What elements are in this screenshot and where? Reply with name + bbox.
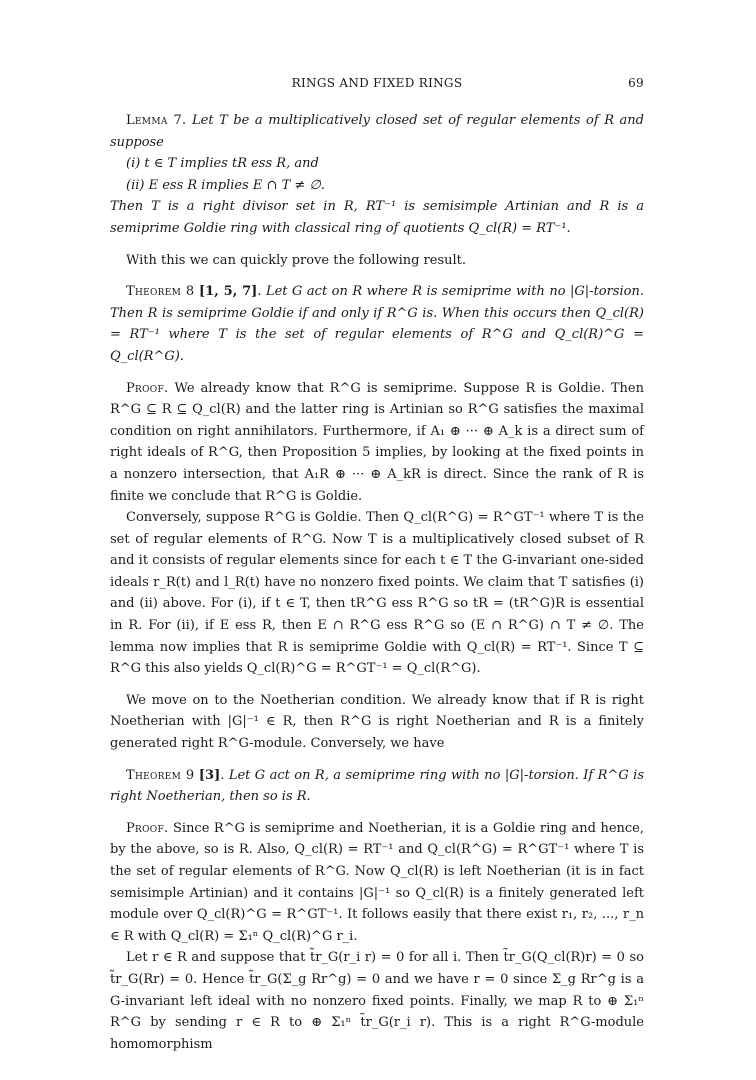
- proof-9-para-1: Since R^G is semiprime and Noetherian, it is a Goldie ring and hence, by the above, so is R. Also, Q_cl(R) = RT⁻¹ and Q_cl(R^G) = R^GT⁻¹ where T is the set of regular elements of R^G. Now Q_cl(R) is left Noetherian (it is in fact semisimple Artinian) and it contains |G|⁻¹ so Q_cl(R) is a finitely generated left module over Q_cl(R)^G = R^GT⁻¹. It follows easily that there exist r₁, r₂, ..., r_n ∈ R with Q_cl(R) = Σ₁ⁿ Q_cl(R)^G r_i.: [110, 820, 644, 944]
- lemma-7: [110, 110, 644, 240]
- body-text: [110, 110, 644, 1055]
- theorem-9-statement: Let G act on R, a semiprime ring with no |G|-torsion. If R^G is right Noetherian, then so is R.: [110, 767, 645, 805]
- proof-8: [110, 378, 644, 680]
- proof-9: [110, 818, 644, 1056]
- theorem-8-refs: [1, 5, 7]: [199, 284, 258, 300]
- proof-9-para-2: Let r ∈ R and suppose that t̃r_G(r_i r) = 0 for all i. Then t̃r_G(Q_cl(R)r) = 0 so t̃r_G(Rr) = 0. Hence t̃r_G(Σ_g Rr^g) = 0 and we have r = 0 since Σ_g Rr^g is a G-invariant left ideal with no nonzero fixed points. Finally, we map R to ⊕ Σ₁ⁿ R^G by sending r ∈ R to ⊕ Σ₁ⁿ t̃r_G(r_i r). This is a right R^G-module homomorphism: [110, 950, 644, 1052]
- theorem-9: Theorem 9 [3]. Let G act on R, a semiprime ring with no |G|-torsion. If R^G is right Noetherian, then so is R.: [110, 767, 645, 805]
- lemma-item-i: (i) t ∈ T implies tR ess R, and: [126, 156, 319, 172]
- theorem-9-label: Theorem 9: [126, 767, 195, 783]
- theorem-8: Theorem 8 [1, 5, 7]. Let G act on R where R is semiprime with no |G|-torsion. Then R is semiprime Goldie if and only if R^G is. When this occurs then Q_cl(R) = RT⁻¹ where T is the set of regular elements of R^G and Q_cl(R)^G = Q_cl(R^G).: [110, 284, 645, 364]
- theorem-9-refs: [3]: [198, 767, 221, 783]
- theorem-8-statement: Let G act on R where R is semiprime with no |G|-torsion. Then R is semiprime Goldie if and only if R^G is. When this occurs then Q_cl(R) = RT⁻¹ where T is the set of regular elements of R^G and Q_cl(R)^G = Q_cl(R^G).: [110, 284, 645, 364]
- lemma-item-ii: (ii) E ess R implies E ∩ T ≠ ∅.: [126, 177, 325, 193]
- proof-9-label: Proof.: [126, 820, 169, 836]
- lemma-conclusion: Then T is a right divisor set in R, RT⁻¹ is semisimple Artinian and R is a semiprime Goldie ring with classical ring of quotients Q_cl(R) = RT⁻¹.: [110, 199, 644, 236]
- proof-8-label: Proof.: [126, 380, 169, 396]
- lemma-label: Lemma 7.: [126, 113, 187, 128]
- running-header: [110, 76, 644, 96]
- proof-8-para-2: Conversely, suppose R^G is Goldie. Then Q_cl(R^G) = R^GT⁻¹ where T is the set of regular elements of R^G. Now T is a multiplicatively closed subset of R and it consists of regular elements since for each t ∈ T the G-invariant one-sided ideals r_R(t) and l_R(t) have no nonzero fixed points. We claim that T satisfies (i) and (ii) above. For (i), if t ∈ T, then tR^G ess R^G so tR = (tR^G)R is essential in R. For (ii), if E ess R, then E ∩ R^G ess R^G so (E ∩ R^G) ∩ T ≠ ∅. The lemma now implies that R is semiprime Goldie with Q_cl(R) = RT⁻¹. Since T ⊆ R^G this also yields Q_cl(R)^G = R^GT⁻¹ = Q_cl(R^G).: [110, 510, 644, 677]
- running-title: RINGS AND FIXED RINGS: [291, 76, 463, 90]
- lemma-statement: Let T be a multiplicatively closed set of regular elements of R and suppose: [110, 113, 644, 150]
- noetherian-transition: We move on to the Noetherian condition. We already know that if R is right Noetherian with |G|⁻¹ ∈ R, then R^G is right Noetherian and R is a finitely generated right R^G-module. Conversely, we have: [110, 692, 644, 752]
- proof-8-para-1: We already know that R^G is semiprime. Suppose R is Goldie. Then R^G ⊆ R ⊆ Q_cl(R) and the latter ring is Artinian so R^G satisfies the maximal condition on right annihilators. Furthermore, if A₁ ⊕ ··· ⊕ A_k is a direct sum of right ideals of R^G, then Proposition 5 implies, by looking at the fixed points in a nonzero intersection, that A₁R ⊕ ··· ⊕ A_kR is direct. Since the rank of R is finite we conclude that R^G is Goldie.: [110, 380, 644, 504]
- theorem-8-label: Theorem 8: [126, 284, 195, 300]
- transition-text: With this we can quickly prove the following result.: [126, 252, 467, 268]
- page-number: 69: [628, 76, 644, 90]
